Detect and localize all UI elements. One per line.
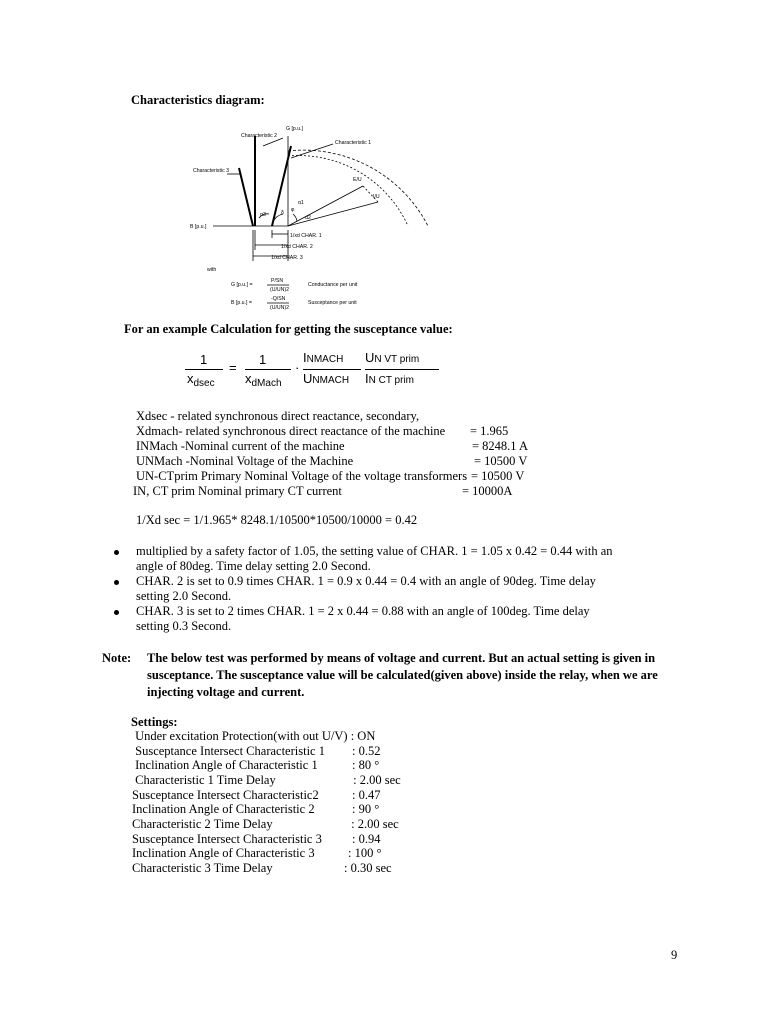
definition-text: UNMach -Nominal Voltage of the Machine [136,454,354,468]
g-formula-den: (U/UN)2 [270,287,290,293]
definition-text: UN-CTprim Primary Nominal Voltage of the voltage transformers [136,469,468,483]
g-axis-label: G [p.u.] [286,126,304,132]
formula-i-nct: IN CT prim [365,371,414,386]
formula-bar-c [303,369,361,370]
setting-value: : 2.00 sec [348,817,399,831]
formula-bar-a [185,369,223,370]
char3-label: Characteristic 3 [193,168,230,174]
formula-i-nmach: INMACH [303,350,344,365]
alpha3-label: α3 [260,212,266,218]
bullet-icon [114,580,119,585]
formula-x-dmach: $x_{dMach}$ [245,371,282,389]
setting-name: Characteristic 1 Time Delay [132,773,276,787]
b-axis-label: B [p.u.] [190,224,207,230]
definition-text: Xdsec - related synchronous direct reactance, secondary, [136,409,420,423]
note-line: The below test was performed by means of voltage and current. But an actual setting is given in [147,651,656,665]
characteristics-diagram [185,118,445,310]
formula-bar-d [365,369,439,370]
bullet-line: multiplied by a safety factor of 1.05, the setting value of CHAR. 1 = 1.05 x 0.42 = 0.44 with an [136,544,613,558]
definition-text: INMach -Nominal current of the machine [136,439,345,453]
formula-u-nvt: UN VT prim [365,350,420,365]
xd2-label: 1/xd CHAR. 2 [281,244,313,250]
note-label: Note: [102,651,132,665]
setting-name: Susceptance Intersect Characteristic2 [132,788,319,802]
setting-value: : 0.94 [352,832,381,846]
susceptance-formula [185,352,455,392]
page-number: 9 [671,948,678,962]
formula-x-dsec: $x_{dsec}$ [187,371,215,389]
definition-value: = 8248.1 A [472,439,529,453]
phi-label: φ [291,207,295,213]
formula-bar-b [245,369,291,370]
bullet-line: angle of 80deg. Time delay setting 2.0 Second. [136,559,371,573]
setting-value: : 90 ° [352,802,380,816]
example-heading: For an example Calculation for getting the susceptance value: [124,322,453,336]
setting-value: : 0.30 sec [344,861,392,875]
formula-u-nmach: UNMACH [303,371,350,386]
formula-dot: · [295,360,300,375]
xd3-label: 1/xd CHAR. 3 [271,255,303,261]
bullet-line: setting 0.3 Second. [136,619,232,633]
char1-label: Characteristic 1 [335,140,372,146]
delta-label: δ [281,210,284,216]
char2-leader [263,138,283,146]
diagram-heading: Characteristics diagram: [131,93,265,107]
bullet-line: CHAR. 3 is set to 2 times CHAR. 1 = 2 x 0.44 = 0.88 with an angle of 100deg. Time delay [136,604,590,618]
formula-equals: = [229,360,237,375]
note-line: injecting voltage and current. [147,685,305,699]
definition-value: = 10500 V [474,454,528,468]
setting-name: Under excitation Protection(with out U/V) : ON [132,729,376,743]
definition-value: = 1.965 [470,424,509,438]
definition-text: IN, CT prim Nominal primary CT current [133,484,342,498]
setting-name: Inclination Angle of Characteristic 1 [132,758,318,772]
char3-line [239,168,253,226]
g-formula-num: P/SN [271,278,284,284]
setting-value: : 0.52 [352,744,381,758]
note-line: susceptance. The susceptance value will be calculated(given above) inside the relay, when we are [147,668,658,682]
xd1-label: 1/xd CHAR. 1 [290,233,322,239]
setting-value: : 100 ° [348,846,382,860]
setting-name: Characteristic 3 Time Delay [132,861,273,875]
g-desc: Conductance per unit [308,282,358,288]
definition-value: = 10500 V [471,469,525,483]
alpha2-label: α2 [305,215,311,221]
settings-title: Settings: [131,715,178,729]
alpha2-arc [293,214,297,221]
g-formula-lhs: G [p.u.] = [231,282,253,288]
i-over-u-label: I/U [373,194,380,200]
b-formula-num: -Q/SN [271,296,286,302]
char2-label: Characteristic 2 [241,133,278,139]
setting-name: Susceptance Intersect Characteristic 1 [132,744,325,758]
definition-text: Xdmach- related synchronous direct reactance of the machine [136,424,446,438]
e-over-u-label: E/U [353,177,362,183]
definition-value: = 10000A [462,484,513,498]
setting-value: : 2.00 sec [350,773,401,787]
setting-value: : 0.47 [352,788,381,802]
b-formula-den: (U/UN)2 [270,305,290,310]
setting-name: Inclination Angle of Characteristic 2 [132,802,315,816]
b-desc: Susceptance per unit [308,300,357,306]
bullet-line: CHAR. 2 is set to 0.9 times CHAR. 1 = 0.9 x 0.44 = 0.4 with an angle of 90deg. Time delay [136,574,596,588]
setting-name: Inclination Angle of Characteristic 3 [132,846,315,860]
calculation-line: 1/Xd sec = 1/1.965* 8248.1/10500*10500/10000 = 0.42 [136,513,418,527]
bullet-icon [114,550,119,555]
b-formula-lhs: B [p.u.] = [231,300,252,306]
bullet-icon [114,610,119,615]
setting-name: Susceptance Intersect Characteristic 3 [132,832,322,846]
with-label: with [207,267,217,273]
formula-one-b: 1 [259,352,267,367]
setting-name: Characteristic 2 Time Delay [132,817,273,831]
e-over-u-vector [288,186,363,226]
alpha1-label: α1 [298,200,304,206]
setting-value: : 80 ° [352,758,380,772]
bullet-line: setting 2.0 Second. [136,589,232,603]
formula-one-a: 1 [200,352,208,367]
